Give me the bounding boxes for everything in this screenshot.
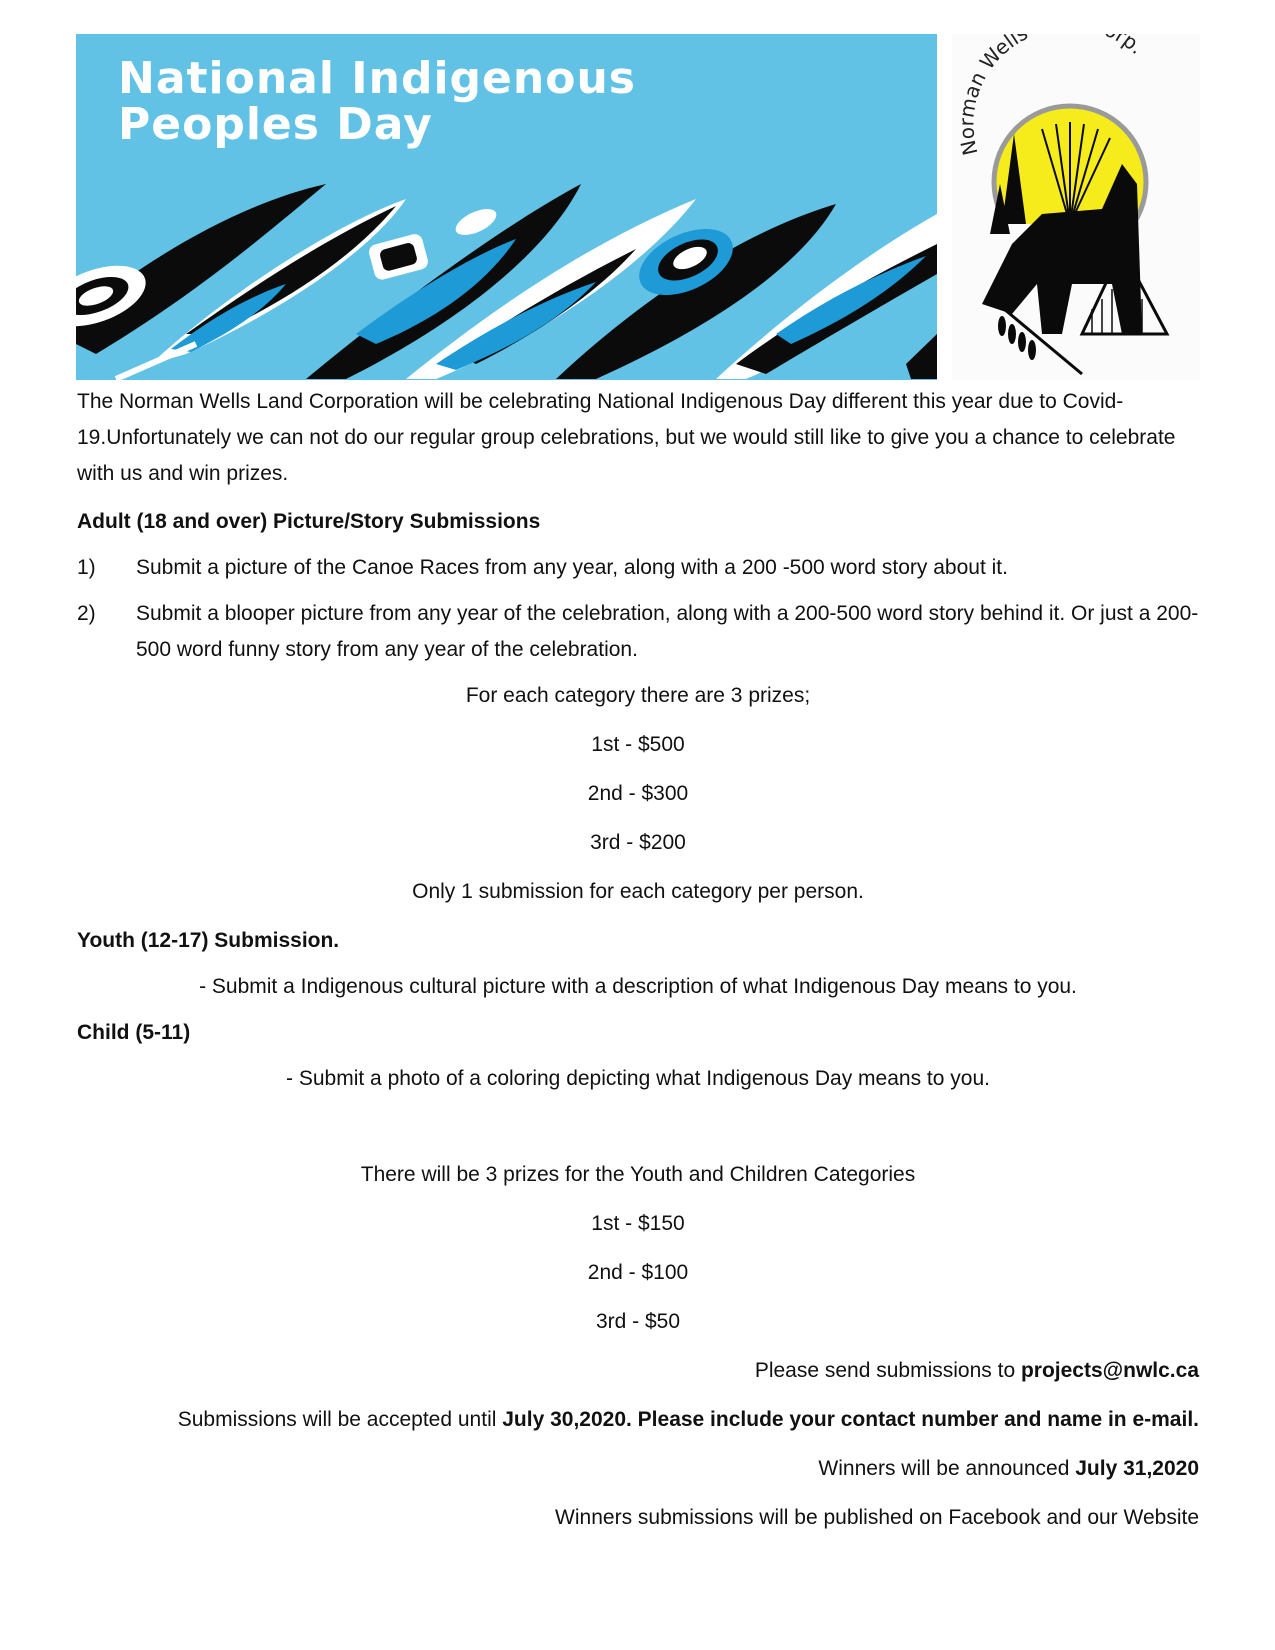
banner-image (76, 34, 937, 380)
send-prefix: Please send submissions to (754, 1359, 1021, 1382)
list-item-text: Submit a picture of the Canoe Races from any year, along with a 200 -500 word story about it. (136, 556, 1008, 579)
list-item-text: Submit a blooper picture from any year of the celebration, along with a 200-500 word story behind it. Or just a 200-500 word funny story from any year of the celebration. (136, 602, 1199, 661)
winners-date: July 31,2020 (1075, 1457, 1199, 1480)
arrow-icon (992, 299, 1082, 374)
banner-title-line2: Peoples Day (118, 99, 433, 150)
adult-prize-3rd: 3rd - $200 (590, 831, 686, 854)
email-link[interactable]: projects@nwlc.ca (1020, 1359, 1199, 1382)
youth-child-prize-intro: There will be 3 prizes for the Youth and Children Categories (360, 1163, 916, 1186)
banner-title (118, 53, 636, 150)
send-submissions-line (77, 1353, 1199, 1389)
banner-title-line1: National Indigenous (118, 53, 636, 104)
deadline-bold: July 30,2020. Please include your contact number and name in e-mail. (502, 1408, 1199, 1431)
deadline-line (77, 1402, 1199, 1438)
feathers-icon (998, 316, 1036, 360)
list-item-number: 1) (77, 556, 96, 579)
youth-child-prize-2nd: 2nd - $100 (587, 1261, 689, 1284)
winners-prefix: Winners will be announced (818, 1457, 1076, 1480)
nwlc-logo (952, 34, 1200, 380)
child-heading: Child (5-11) (77, 1021, 191, 1044)
logo-emblem (952, 34, 1200, 380)
published-line: Winners submissions will be published on Facebook and our Website (555, 1506, 1199, 1529)
adult-prize-1st: 1st - $500 (591, 733, 685, 756)
feather-6 (716, 214, 937, 379)
intro-paragraph: The Norman Wells Land Corporation will be celebrating National Indigenous Day different this year due to Covid-19.Unfortunately we can not do our regular group celebrations, but we would still like to give you a chance to celebrate with us and win prizes. (77, 390, 1176, 485)
list-item-number: 2) (77, 602, 96, 625)
logo-text-path: Norman Well rp. (954, 34, 1149, 158)
adult-heading: Adult (18 and over) Picture/Story Submissions (77, 510, 541, 533)
adult-prize-intro: For each category there are 3 prizes; (465, 684, 811, 707)
youth-heading: Youth (12-17) Submission. (77, 929, 340, 952)
adult-limit: Only 1 submission for each category per person. (412, 880, 864, 903)
list-item (77, 596, 1199, 668)
child-text: - Submit a photo of a coloring depicting what Indigenous Day means to you. (286, 1067, 990, 1090)
deadline-prefix: Submissions will be accepted until (177, 1408, 503, 1431)
list-item (77, 550, 1199, 586)
winners-line (77, 1451, 1199, 1487)
youth-child-prize-3rd: 3rd - $50 (595, 1310, 681, 1333)
adult-prize-2nd: 2nd - $300 (587, 782, 689, 805)
document-body (77, 384, 1199, 1549)
youth-text: - Submit a Indigenous cultural picture with a description of what Indigenous Day means to you. (199, 975, 1077, 998)
youth-child-prize-1st: 1st - $150 (591, 1212, 685, 1235)
